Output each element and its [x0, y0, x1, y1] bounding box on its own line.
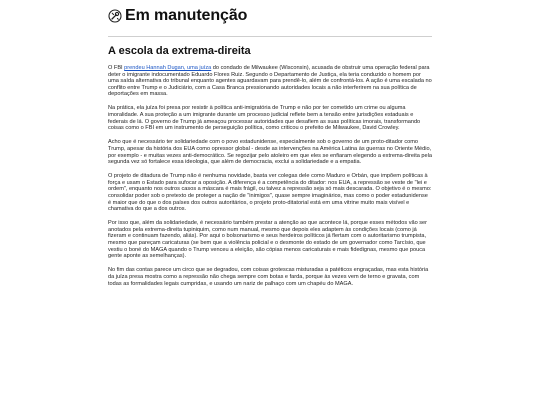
paragraph-4: O projeto de ditadura de Trump não é nenhuma novidade, basta ver colegas dele como Maduro e Orbán, que impõem políticas à força e usam o Estado para sufocar a oposição. A diferença é a competência do ditador: nos EUA, a repressão se veste de "lei e ordem", enquanto nos outros casos a máscara é mais frágil, ou talvez a repressão seja só mais descarada. O objetivo é o mesmo: consolidar poder sob o pretexto de proteger a nação de "inimigos", quase sempre imaginários, mas como o poder estadunidense é maior que do que o dos países dos outros autoritários, o projeto proto-ditatorial está em uma vitrine muito mais visível e chamativa do que a dos outros. — [108, 173, 432, 213]
paragraph-3: Acho que é necessário ter solidariedade com o povo estadunidense, especialmente sob o governo de um proto-ditador como Trump, apesar da história dos EUA como opressor global - desde as intervenções na América Latina às guerras no Oriente Médio, por exemplo - e muitas vezes anti-democrático. Se regozijar pelo atoleiro em que eles se enfiaram elegendo a extrema-direita pela segunda vez só fortalece essa ideologia, que além de democracia, exclui a solidariedade e a empatia. — [108, 139, 432, 166]
post-title: A escola da extrema-direita — [108, 45, 251, 57]
gear-wrench-icon[interactable] — [108, 9, 122, 23]
article-link[interactable]: prendeu Hannah Dugan, uma juíza — [124, 65, 212, 71]
post-body — [108, 65, 432, 295]
paragraph-5: Por isso que, além da solidariedade, é necessário também prestar a atenção ao que acontece lá, porque esses métodos vão ser anotados pela extrema-direita tupiniquim, como num manual, mesmo que depois eles adaptem às condições locais (como já fizeram e continuam fazendo, aliás). Por aqui o bolsonarismo e seus herdeiros políticos já flertam com o autoritarismo trumpista, mesmo que pareçam caricaturas (se bem que a violência policial e o desmonte do estado de um governador como Tarcísio, que vestiu o boné do MAGA quando o Trump venceu a eleição, são cópias menos caricaturais e mais fidedignas, mesmo que pouca gente aponte as semelhanças). — [108, 220, 428, 260]
paragraph-2: Na prática, ela juíza foi presa por resistir à política anti-imigratória de Trump e não por ter cometido um crime ou alguma imoralidade. A sua proteção a um imigrante durante um processo judicial reflete bem a tensão entre jurisdições estaduais e federais de lá. O governo de Trump já ameaçou processar autoridades que desafiem as suas políticas imorais, transformando coisas como o FBI em um instrumento de perseguição política, como criticou o prefeito de Milwaukee, David Crowley. — [108, 105, 421, 132]
paragraph-6: No fim das contas parece um circo que se degradou, com coisas grotescas misturadas a patéticos engraçadas, mas esta história da juíza presa mostra como a repressão não chega sempre com botas e farda, porque às vezes vem de terno e gravata, com todas as formalidades legais cumpridas, e usando um nariz de palhaço com um chapéu do MAGA. — [108, 267, 429, 287]
header-divider — [108, 36, 432, 37]
site-title[interactable]: Em manutenção — [125, 7, 248, 24]
paragraph-1 — [108, 65, 432, 98]
paragraph-text: do condado de Milwaukee (Wisconsin), acusada de obstruir uma operação federal para deter o imigrante indocumentado Eduardo Flores Ruiz. Segundo o Departamento de Justiça, ela teria conduzido o homem por uma saída alternativa do tribunal enquanto agentes aguardavam para prendê-lo, além de confrontá-los. A ação é uma escalada no conflito entre Trump e o Judiciário, com a Casa Branca pressionando autoridades locais a não interferirem na sua política de deportações em massa. — [108, 65, 432, 98]
paragraph-text: O FBI — [108, 65, 125, 71]
site-header — [108, 7, 247, 25]
